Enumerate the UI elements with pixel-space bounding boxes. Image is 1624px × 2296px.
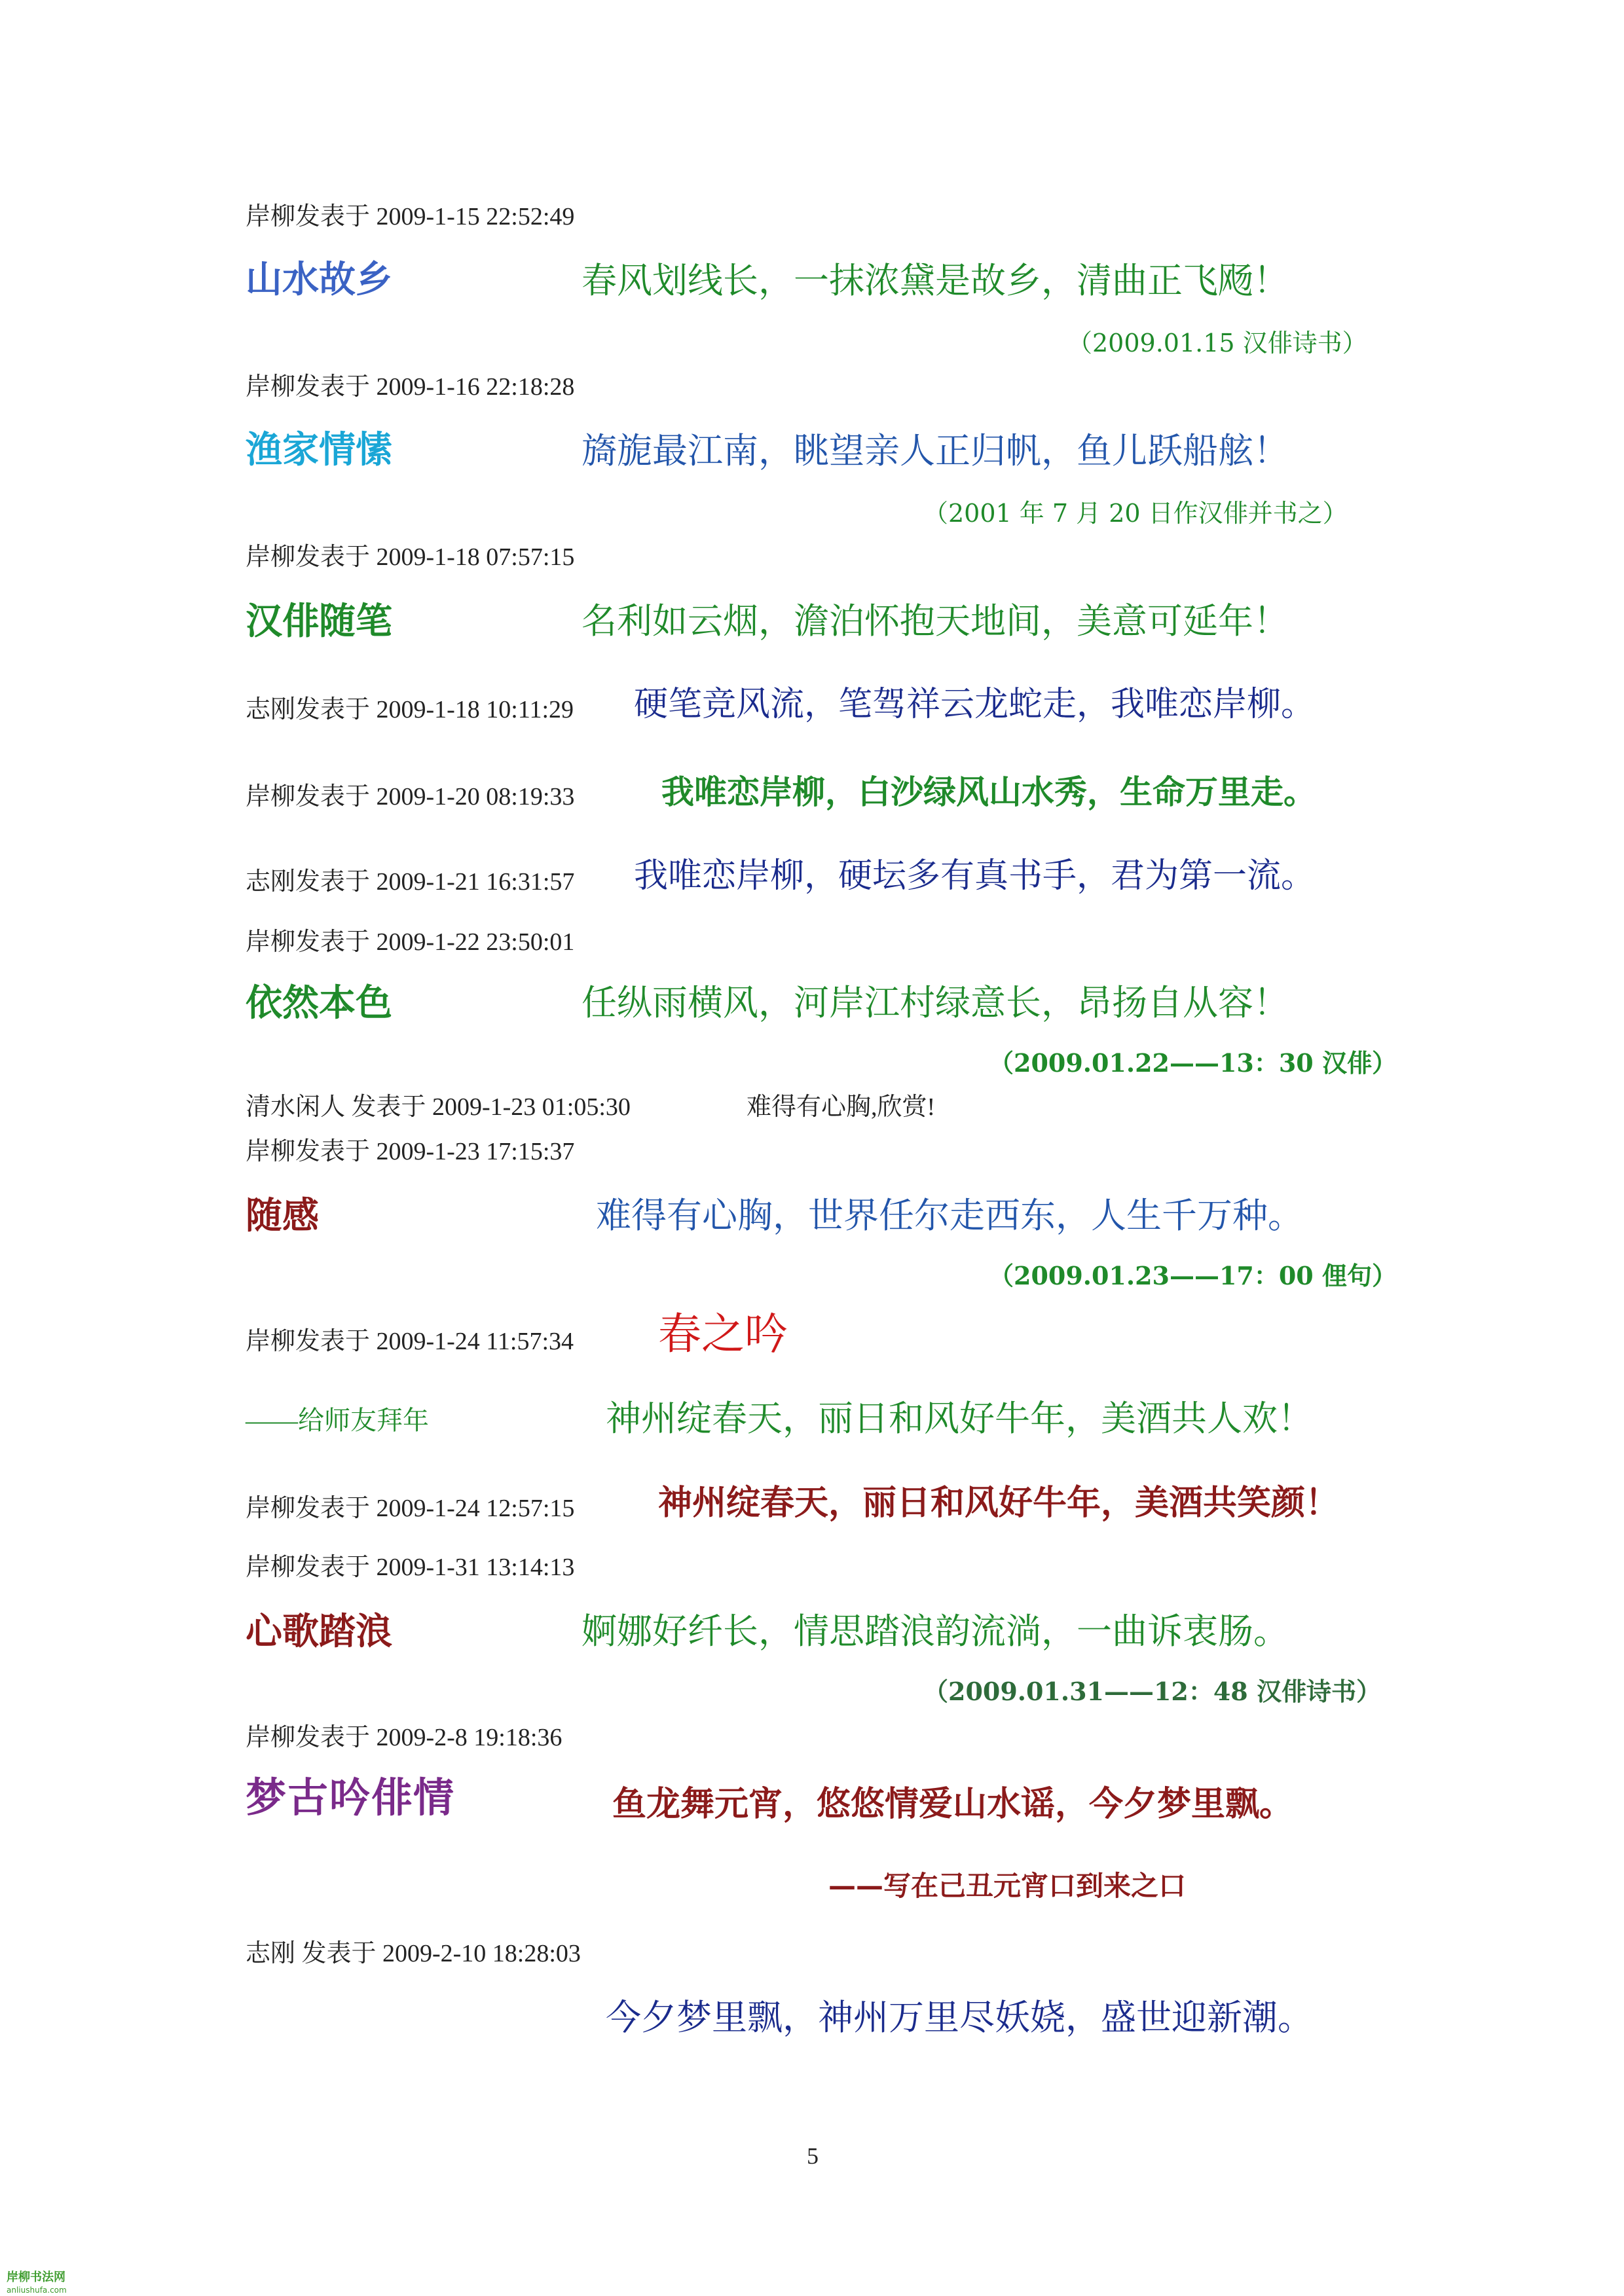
- page-number: 5: [807, 2143, 819, 2169]
- poem-title: 心歌踏浪: [246, 1611, 392, 1653]
- post-meta: 岸柳发表于 2009-1-15 22:52:49: [246, 203, 575, 230]
- poem-text: 硬笔竞风流，笔驾祥云龙蛇走，我唯恋岸柳。: [634, 685, 1316, 724]
- poem-text: 名利如云烟，澹泊怀抱天地间，美意可延年！: [581, 600, 1289, 642]
- poem-note: （2009.01.15 汉俳诗书）: [1067, 329, 1367, 357]
- poem-note: ——写在己丑元宵口到来之口: [828, 1870, 1187, 1902]
- post-meta: 岸柳发表于 2009-1-24 12:57:15: [246, 1495, 575, 1522]
- poem-text: 旖旎最江南，眺望亲人正归帆，鱼儿跃船舷！: [581, 430, 1289, 471]
- poem-title: 依然本色: [246, 982, 392, 1025]
- poem-text: 神州绽春天，丽日和风好牛年，美酒共笑颜！: [658, 1483, 1340, 1523]
- poem-title: 山水故乡: [246, 259, 392, 301]
- post-meta: 岸柳发表于 2009-1-31 13:14:13: [246, 1554, 575, 1581]
- post-meta: 岸柳发表于 2009-1-18 07:57:15: [246, 543, 575, 571]
- comment-text: 难得有心胸,欣赏!: [747, 1093, 936, 1121]
- post-meta: 岸柳发表于 2009-1-22 23:50:01: [246, 928, 575, 956]
- post-meta: 岸柳发表于 2009-1-16 22:18:28: [246, 373, 575, 401]
- poem-title: 汉俳随笔: [246, 600, 392, 643]
- poem-text: 难得有心胸，世界任尔走西东，人生千万种。: [596, 1195, 1303, 1236]
- poem-text: 我唯恋岸柳，白沙绿风山水秀，生命万里走。: [661, 773, 1316, 811]
- poem-title: 随感: [246, 1195, 319, 1237]
- poem-text: 今夕梦里飘，神州万里尽妖娆，盛世迎新潮。: [606, 1997, 1313, 2038]
- post-meta: 岸柳发表于 2009-1-24 11:57:34: [246, 1328, 574, 1355]
- footer-url: anliushufa.com: [7, 2286, 67, 2295]
- post-meta: 清水闲人 发表于 2009-1-23 01:05:30: [246, 1093, 631, 1121]
- seal-title-logo: 梦古吟俳情: [246, 1774, 456, 1821]
- post-meta: 岸柳发表于 2009-1-23 17:15:37: [246, 1138, 575, 1165]
- poem-note: （2009.01.31——12：48 汉俳诗书）: [923, 1677, 1381, 1706]
- footer-logo: 岸柳书法网: [7, 2270, 65, 2284]
- poem-subtitle: ——给师友拜年: [246, 1406, 429, 1435]
- post-meta: 岸柳发表于 2009-2-8 19:18:36: [246, 1724, 563, 1751]
- post-meta: 志刚 发表于 2009-2-10 18:28:03: [246, 1940, 581, 1967]
- poem-title: 渔家情愫: [246, 429, 392, 471]
- poem-note: （2009.01.22——13：30 汉俳）: [989, 1048, 1397, 1078]
- post-meta: 志刚发表于 2009-1-21 16:31:57: [246, 868, 575, 896]
- poem-text: 任纵雨横风，河岸江村绿意长，昂扬自从容！: [581, 982, 1289, 1023]
- poem-text: 神州绽春天，丽日和风好牛年，美酒共人欢！: [606, 1398, 1313, 1439]
- poem-text: 我唯恋岸柳，硬坛多有真书手，君为第一流。: [634, 856, 1316, 896]
- post-meta: 岸柳发表于 2009-1-20 08:19:33: [246, 783, 575, 811]
- poem-title: 春之吟: [658, 1309, 788, 1359]
- poem-text: 春风划线长，一抹浓黛是故乡，清曲正飞飏！: [581, 260, 1289, 301]
- poem-text: 鱼龙舞元宵，悠悠情爱山水谣，今夕梦里飘。: [612, 1784, 1294, 1824]
- poem-note: （2001 年 7 月 20 日作汉俳并书之）: [923, 499, 1348, 528]
- poem-text: 婀娜好纤长，情思踏浪韵流淌，一曲诉衷肠。: [581, 1611, 1289, 1652]
- post-meta: 志刚发表于 2009-1-18 10:11:29: [246, 696, 574, 723]
- poem-note: （2009.01.23——17：00 俚句）: [989, 1261, 1397, 1290]
